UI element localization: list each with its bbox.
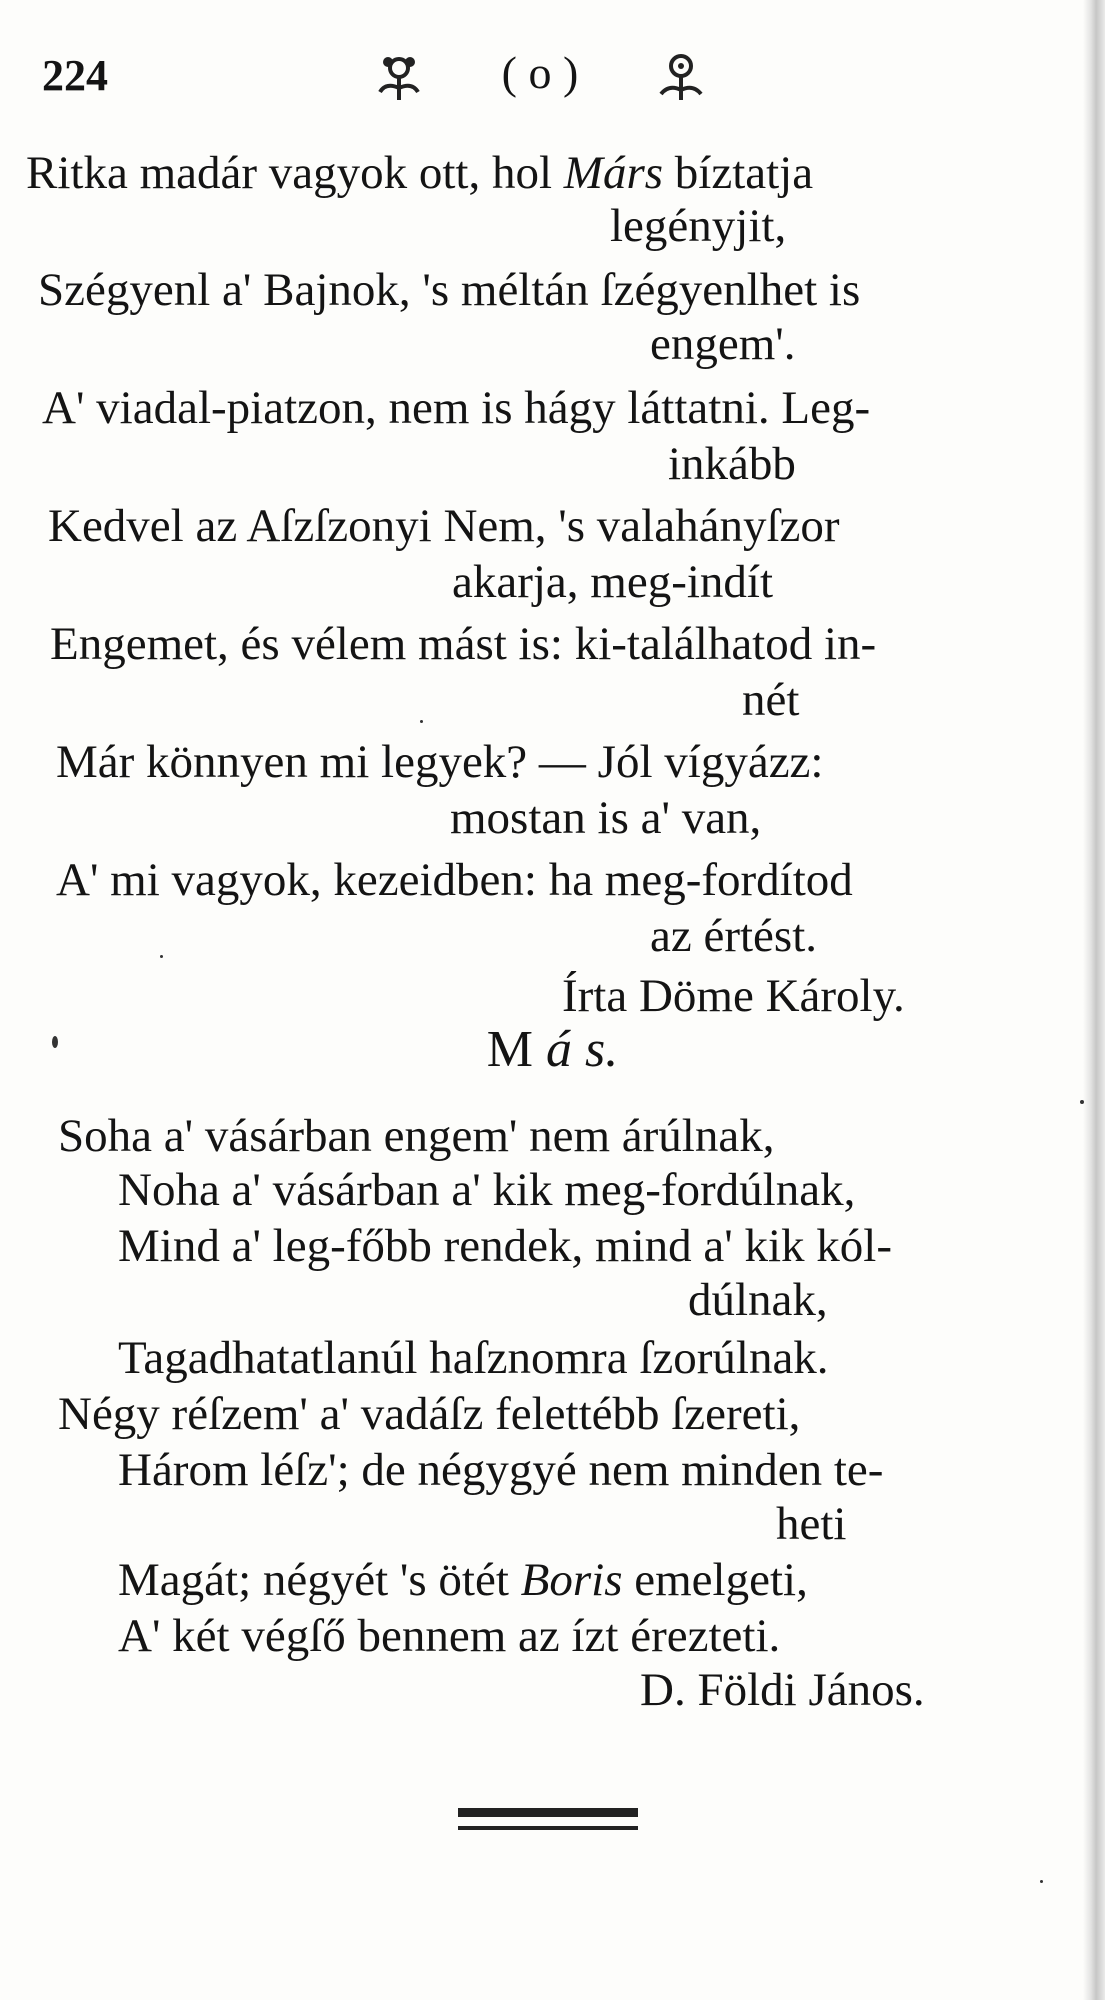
ink-speck [1040,1880,1043,1883]
poem-line: Négy réſzem' a' vadáſz felettébb ſzereti, [58,1388,801,1440]
poem-line: Soha a' vásárban engem' nem árúlnak, [58,1110,775,1162]
line-text-end: emelgeti, [622,1554,808,1606]
header-mark: ( o ) [501,47,579,98]
ink-speck [1080,1100,1084,1104]
poem-line: A' két végſő bennem az ízt érezteti. [118,1610,781,1662]
poem-line: legényjit, [610,200,787,252]
poem-line: nét [742,674,800,726]
header-ornament-group [360,40,720,110]
poem-line: Szégyenl a' Bajnok, 's méltán ſzégyenlhet is [38,264,861,316]
poem-line: Noha a' vásárban a' kik meg-fordúlnak, [118,1164,856,1216]
poem-signature: Írta Döme Károly. [562,970,905,1022]
section-heading [0,1020,1105,1079]
poem-line: Három léſz'; de négygyé nem minden te- [118,1444,884,1496]
flower-ornament-icon [370,48,428,106]
poem-line [118,1552,808,1608]
ink-speck [160,955,163,958]
poem-line: A' mi vagyok, kezeidben: ha meg-fordítod [56,854,853,906]
poem-line: A' viadal-piatzon, nem is hágy láttatni. Leg- [42,382,871,434]
heading-italic: á s. [546,1021,619,1078]
line-italic: Márs [563,147,664,199]
rule-thin [458,1826,638,1830]
heading-text: M [486,1021,533,1078]
line-text: Magát; négyét 's ötét [118,1554,521,1606]
poem-line: engem'. [650,318,796,370]
poem-line: Mind a' leg-főbb rendek, mind a' kik kól- [118,1220,892,1272]
poem-line: Tagadhatatlanúl haſznomra ſzorúlnak. [118,1332,829,1384]
poem-line: az értést. [650,910,818,962]
poem-line: dúlnak, [688,1274,828,1326]
rule-thick [458,1808,638,1817]
ink-speck [420,720,423,723]
closing-double-rule [458,1808,638,1830]
poem-line: heti [776,1498,847,1550]
line-text-end: bíztatja [663,147,814,199]
flower-ornament-icon [652,48,710,106]
poem-signature: D. Földi János. [640,1664,925,1716]
poem-line: Engemet, és vélem mást is: ki-találhatod in- [50,618,877,670]
page-header [0,30,1105,110]
poem-line: Kedvel az Aſzſzonyi Nem, 's valahányſzor [48,500,840,552]
poem-line: akarja, meg-indít [452,556,774,608]
line-text: Ritka madár vagyok ott, hol [26,147,564,199]
poem-line: mostan is a' van, [450,792,762,844]
page-edge-shadow [1083,0,1105,2000]
poem-line: Már könnyen mi legyek? — Jól vígyázz: [56,736,824,788]
page-number: 224 [42,51,108,100]
poem-line [26,145,813,201]
poem-line: inkább [668,438,796,490]
line-italic: Boris [520,1554,623,1606]
ink-speck [52,1036,58,1048]
